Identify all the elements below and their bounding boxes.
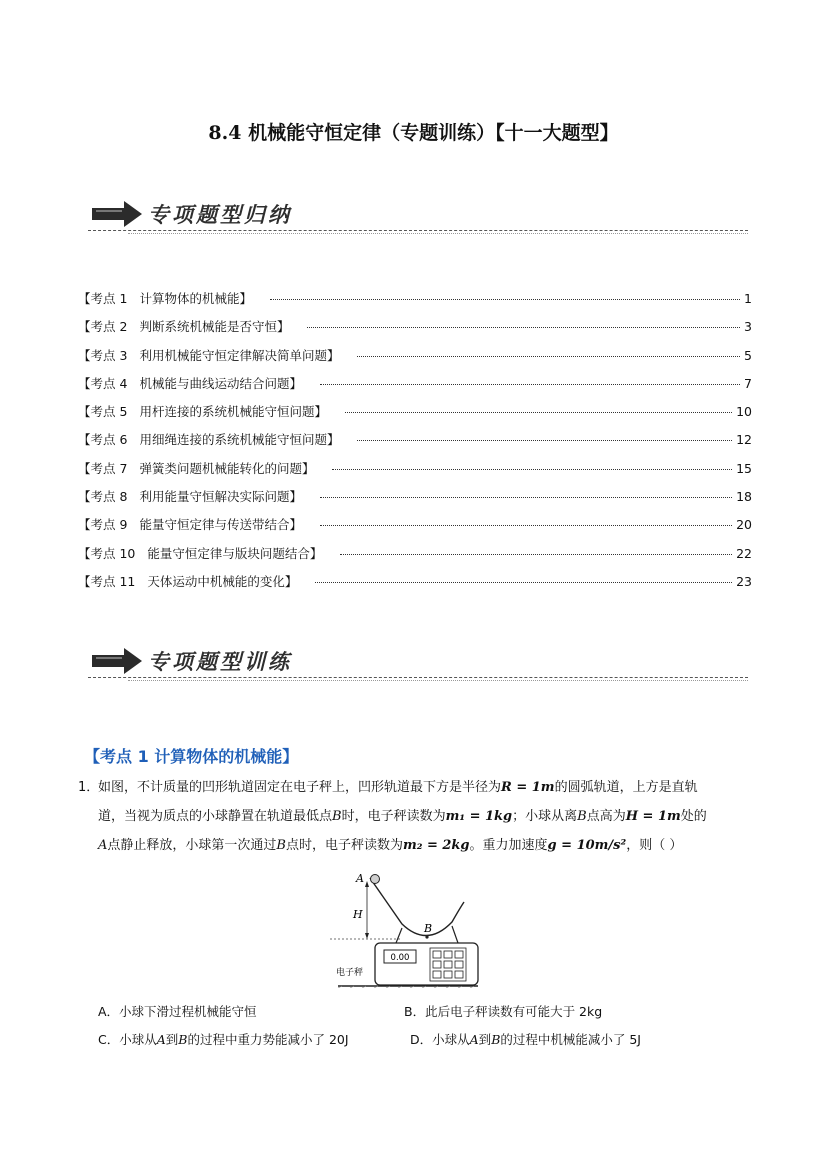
track-scale-figure (330, 868, 480, 988)
label-b: B (424, 922, 433, 935)
toc-item[interactable]: 【考点 1 计算物体的机械能】 1 (78, 291, 752, 306)
scale-keypad (430, 948, 466, 981)
toc-item[interactable]: 【考点 11 天体运动中机械能的变化】 23 (78, 573, 752, 589)
option-a[interactable]: A．小球下滑过程机械能守恒 (98, 1004, 257, 1019)
electronic-scale-body (375, 943, 478, 985)
option-d[interactable]: D．小球从A到B的过程中机械能减小了 5J (410, 1032, 641, 1047)
banner-summary-label: 专项题型归纳 (148, 202, 292, 227)
toc-item[interactable]: 【考点 5 用杆连接的系统机械能守恒问题】 10 (78, 404, 752, 420)
option-b[interactable]: B．此后电子秤读数有可能大于 2kg (404, 1004, 603, 1019)
question-1 (78, 773, 758, 860)
banner-divider-dotted (128, 680, 748, 681)
height-arrow-head-down (365, 933, 369, 939)
toc-item[interactable]: 【考点 10 能量守恒定律与版块问题结合】 22 (78, 545, 752, 561)
track-support-left (396, 928, 402, 943)
point-b-dot (425, 935, 428, 938)
section-heading: 【考点 1 计算物体的机械能】 (84, 747, 299, 766)
banner-divider-dotted (128, 233, 748, 234)
arrow-icon (92, 201, 144, 227)
table-of-contents (78, 289, 752, 600)
question-line-2: 道，当视为质点的小球静置在轨道最低点B时，电子秤读数为m₁ = 1kg；小球从离B点高为H = 1m处的 (98, 809, 707, 824)
section-banner-summary (88, 195, 748, 235)
height-arrow-head-up (365, 881, 369, 887)
toc-item[interactable]: 【考点 2 判断系统机械能是否守恒】 3 (78, 319, 752, 335)
option-c[interactable]: C．小球从A到B的过程中重力势能减小了 20J (98, 1032, 349, 1047)
arrow-icon (92, 648, 144, 674)
document-title: 8.4 机械能守恒定律（专题训练）【十一大题型】 (208, 122, 619, 144)
track-support-right (452, 926, 458, 943)
question-number: 1． (78, 780, 100, 795)
banner-divider (88, 230, 748, 231)
scale-display-value: 0.00 (390, 953, 410, 963)
toc-item[interactable]: 【考点 8 利用能量守恒解决实际问题】 18 (78, 489, 752, 505)
toc-item[interactable]: 【考点 6 用细绳连接的系统机械能守恒问题】 12 (78, 432, 752, 448)
section-banner-training (88, 642, 748, 682)
concave-track (370, 878, 464, 936)
toc-item[interactable]: 【考点 4 机械能与曲线运动结合问题】 7 (78, 375, 752, 391)
banner-training-label: 专项题型训练 (148, 649, 292, 674)
label-a: A (356, 872, 364, 885)
toc-item[interactable]: 【考点 7 弹簧类问题机械能转化的问题】 15 (78, 460, 752, 476)
question-line-3: A点静止释放，小球第一次通过B点时，电子秤读数为m₂ = 2kg。重力加速度g = 10m/s²，则（ ） (98, 838, 683, 853)
question-line-1: 如图，不计质量的凹形轨道固定在电子秤上，凹形轨道最下方是半径为R = 1m的圆弧轨道，上方是直轨 (98, 780, 698, 795)
banner-divider (88, 677, 748, 678)
toc-item[interactable]: 【考点 9 能量守恒定律与传送带结合】 20 (78, 517, 752, 533)
toc-item[interactable]: 【考点 3 利用机械能守恒定律解决简单问题】 5 (78, 347, 752, 363)
ball (371, 875, 380, 884)
label-h: H (353, 908, 363, 921)
scale-label: 电子秤 (336, 968, 364, 978)
